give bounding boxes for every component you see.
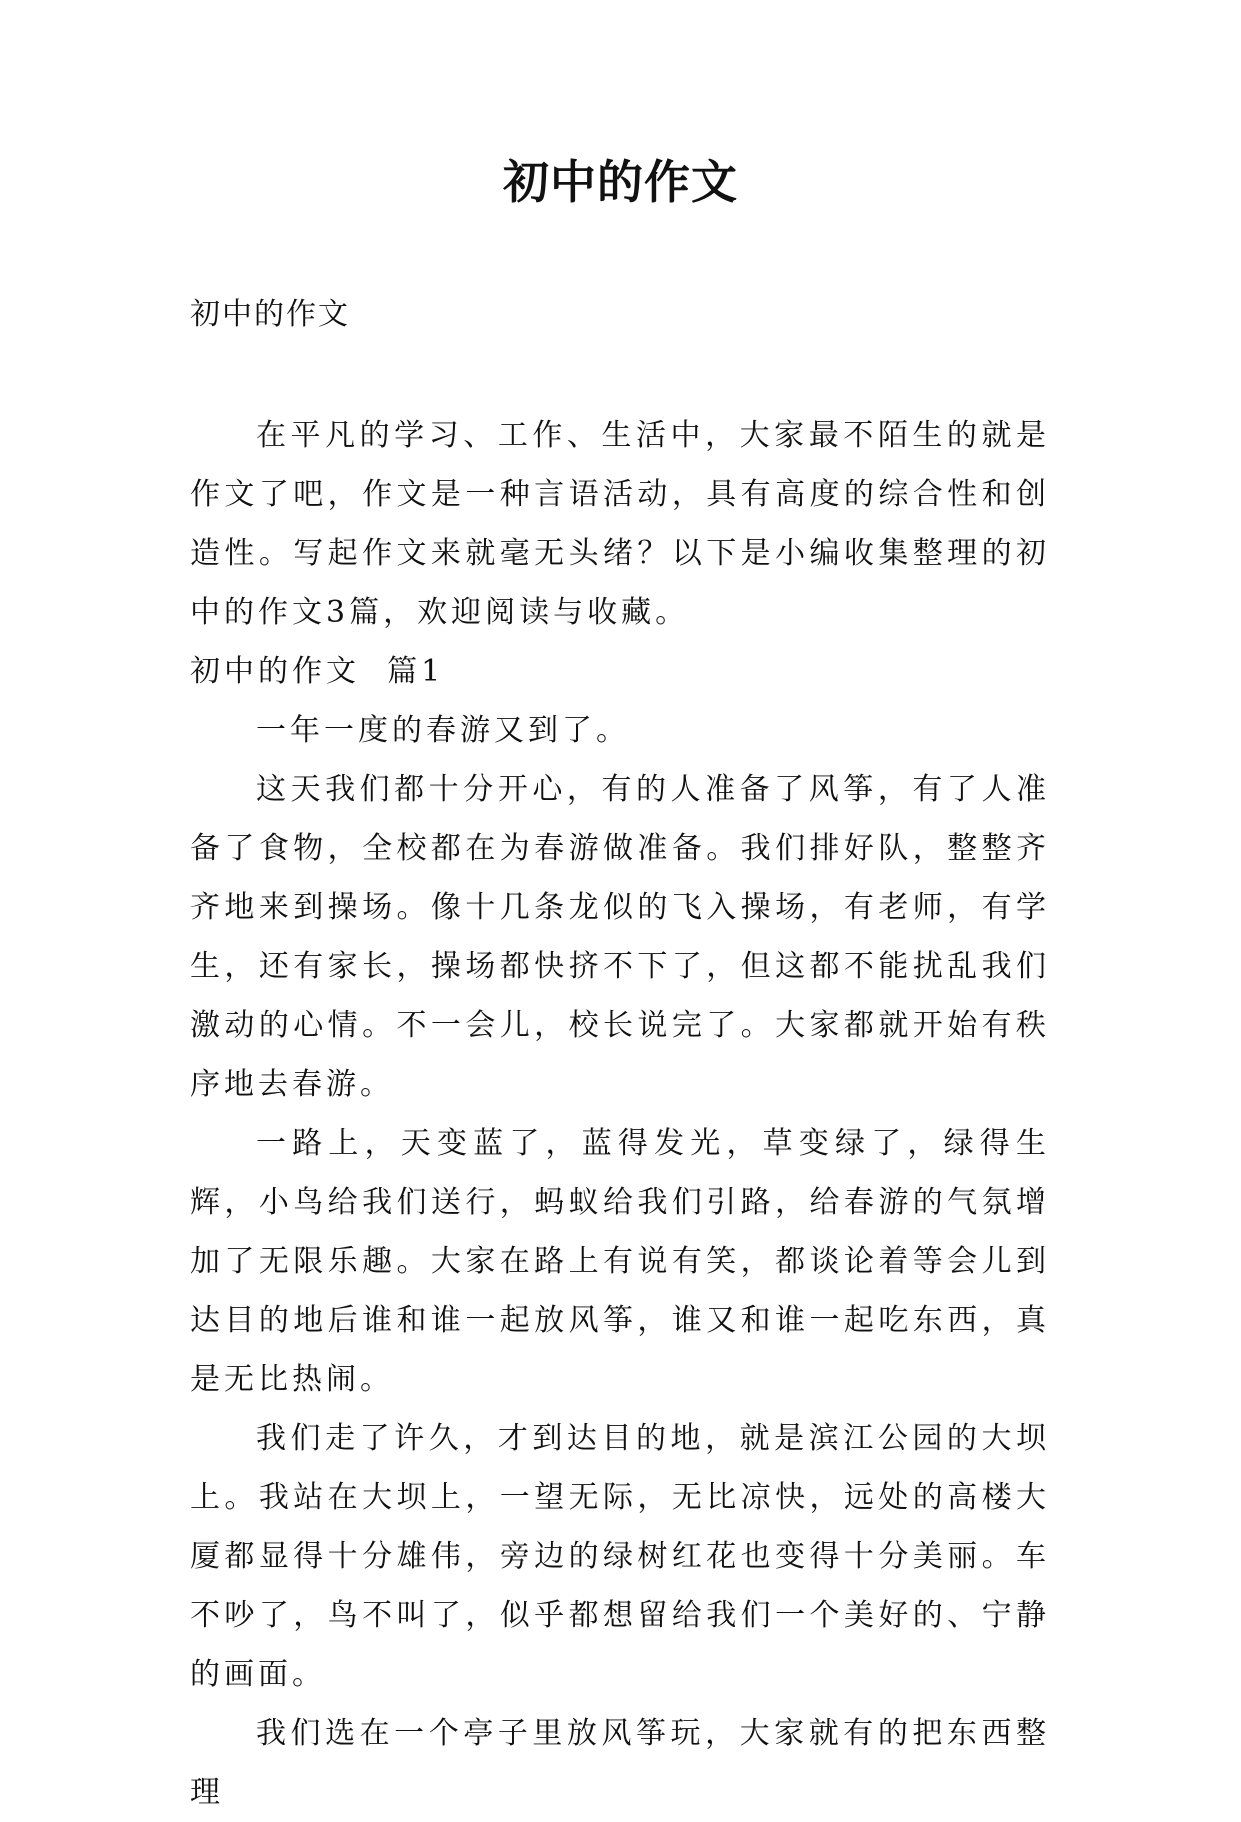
intro-paragraph: 在平凡的学习、工作、生活中，大家最不陌生的就是作文了吧，作文是一种言语活动，具有高度的综合性和创造性。写起作文来就毫无头绪？以下是小编收集整理的初中的作文3篇，欢迎阅读与收藏。 <box>190 418 1050 630</box>
document-title: 初中的作文 <box>503 155 738 209</box>
document-body <box>190 406 1050 1822</box>
body-paragraph: 这天我们都十分开心，有的人准备了风筝，有了人准备了食物，全校都在为春游做准备。我们排好队，整整齐齐地来到操场。像十几条龙似的飞入操场，有老师，有学生，还有家长，操场都快挤不下了，但这都不能扰乱我们激动的心情。不一会儿，校长说完了。大家都就开始有秩序地去春游。 <box>190 772 1050 1102</box>
body-paragraph: 我们走了许久，才到达目的地，就是滨江公园的大坝上。我站在大坝上，一望无际，无比凉快，远处的高楼大厦都显得十分雄伟，旁边的绿树红花也变得十分美丽。车不吵了，鸟不叫了，似乎都想留给我们一个美好的、宁静的画面。 <box>190 1421 1050 1692</box>
body-paragraph: 一年一度的春游又到了。 <box>256 713 630 748</box>
section-heading: 初中的作文 篇1 <box>190 654 445 689</box>
body-paragraph: 一路上，天变蓝了，蓝得发光，草变绿了，绿得生辉，小鸟给我们送行，蚂蚁给我们引路，给春游的气氛增加了无限乐趣。大家在路上有说有笑，都谈论着等会儿到达目的地后谁和谁一起放风筝，谁又和谁一起吃东西，真是无比热闹。 <box>190 1126 1050 1397</box>
body-paragraph: 我们选在一个亭子里放风筝玩，大家就有的把东西整理 <box>190 1716 1050 1810</box>
document-subtitle: 初中的作文 <box>190 297 350 332</box>
